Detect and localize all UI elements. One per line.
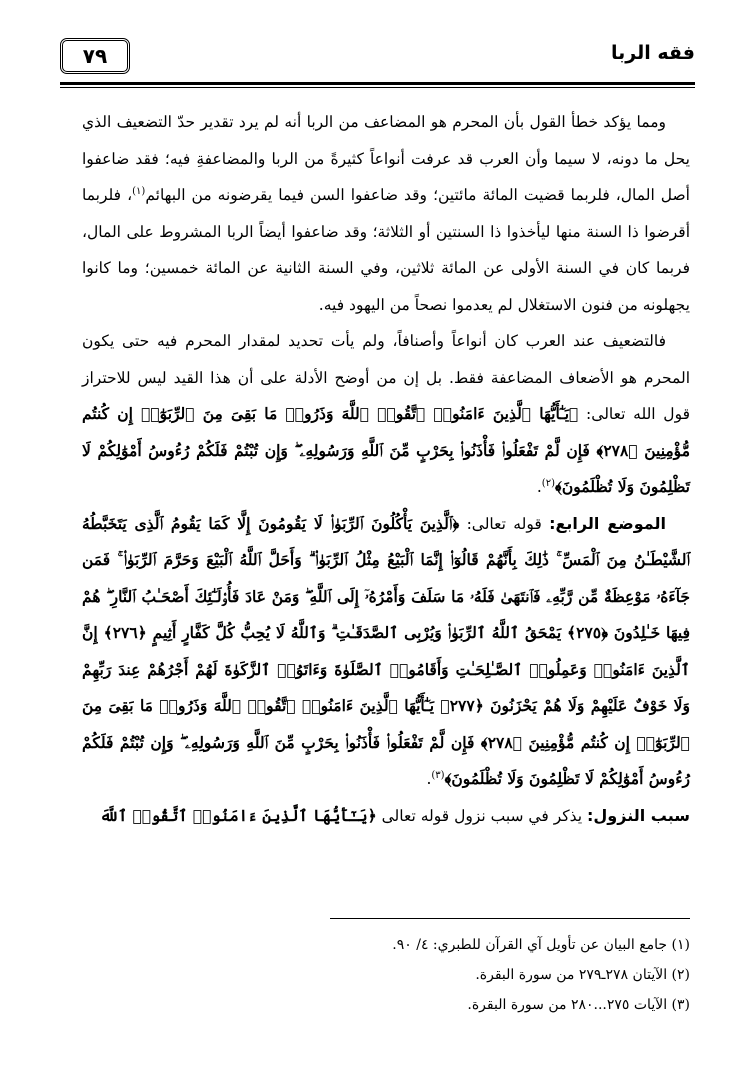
- page-header: [60, 38, 695, 74]
- running-title: فقه الربا: [611, 42, 695, 64]
- footnote-ref-3: (٣): [431, 769, 445, 781]
- quran-verse-1: ﴿يَـٰٓأَيُّهَا ٱلَّذِينَ ءَامَنُوا۟ ٱتَّقُوا۟ ٱللَّهَ وَذَرُوا۟ مَا بَقِىَ مِنَ ٱلرِّبَوٰٓا۟ إِن كُنتُم مُّؤْمِنِينَ ﴿٢٧٨﴾ فَإِن لَّمْ تَفْعَلُوا۟ فَأْذَنُوا۟ بِحَرْبٍ مِّنَ ٱللَّهِ وَرَسُولِهِۦ ۖ وَإِن تُبْتُمْ فَلَكُمْ رُءُوسُ أَمْوَٰلِكُمْ لَا تَظْلِمُونَ وَلَا تُظْلَمُونَ﴾: [82, 404, 690, 496]
- paragraph-2: فالتضعيف عند العرب كان أنواعاً وأصنافاً، ولم يأت تحديد لمقدار المحرم فيه حتى يكون المحرم هو الأضعاف المضاعفة فقط. بل إن من أوضح الأدلة على أن هذا القيد ليس للاحتراز قول الله تعالى: ﴿يَـٰٓأَيُّهَا ٱلَّذِينَ ءَامَنُوا۟ ٱتَّقُوا۟ ٱللَّهَ وَذَرُوا۟ مَا بَقِىَ مِنَ ٱلرِّبَوٰٓا۟ إِن كُنتُم مُّؤْمِنِينَ ﴿٢٧٨﴾ فَإِن لَّمْ تَفْعَلُوا۟ فَأْذَنُوا۟ بِحَرْبٍ مِّنَ ٱللَّهِ وَرَسُولِهِۦ ۖ وَإِن تُبْتُمْ فَلَكُمْ رُءُوسُ أَمْوَٰلِكُمْ لَا تَظْلِمُونَ وَلَا تُظْلَمُونَ﴾$^{(٢)}$.: [82, 332, 690, 496]
- header-rule: [60, 82, 695, 85]
- footnote-ref-1: (١): [132, 185, 146, 197]
- footnote-3: (٣) الآيات ٢٧٥...٢٨٠ من سورة البقرة.: [467, 997, 690, 1013]
- page-number-box: [60, 38, 130, 74]
- paragraph-1-rest: ، فلربما أقرضوا ذا السنة منها ليأخذوا ذا السنتين أو الثلاثة؛ وقد ضاعفوا أيضاً الربا المشروط على المال، فربما كان في السنة الأولى عن المائة ثلاثين، وفي السنة الثانية عن المائة خمسين؛ وما كانوا يجهلونه من فنون الاستغلال لم يعدموا نصحاً من اليهود فيه.: [82, 186, 690, 314]
- footnote-2: (٢) الآيتان ٢٧٨ـ٢٧٩ من سورة البقرة.: [475, 967, 690, 983]
- footnote-1: (١) جامع البيان عن تأويل آي القرآن للطبري: ٤/ ٩٠.: [392, 937, 690, 953]
- section-heading-4: الموضع الرابع:: [549, 513, 666, 533]
- quran-verse-3: ﴿يَـٰٓأَيُّهَا ٱلَّذِينَ ءَامَنُوا۟ ٱتَّقُوا۟ ٱللَّهَ: [99, 805, 377, 825]
- paragraph-2-text: فالتضعيف عند العرب كان أنواعاً وأصنافاً، ولم يأت تحديد لمقدار المحرم فيه حتى يكون المحرم هو الأضعاف المضاعفة فقط. بل إن من أوضح الأدلة على أن هذا القيد ليس للاحتراز قول الله تعالى:: [82, 332, 690, 423]
- main-text: [82, 104, 690, 834]
- paragraph-1: [82, 104, 690, 323]
- quran-verse-2: ﴿ٱلَّذِينَ يَأْكُلُونَ ٱلرِّبَوٰا۟ لَا يَقُومُونَ إِلَّا كَمَا يَقُومُ ٱلَّذِى يَتَخَبَّطُهُ ٱلشَّيْطَـٰنُ مِنَ ٱلْمَسِّ ۚ ذَٰلِكَ بِأَنَّهُمْ قَالُوٓا۟ إِنَّمَا ٱلْبَيْعُ مِثْلُ ٱلرِّبَوٰا۟ ۗ وَأَحَلَّ ٱللَّهُ ٱلْبَيْعَ وَحَرَّمَ ٱلرِّبَوٰا۟ ۚ فَمَن جَآءَهُۥ مَوْعِظَةٌ مِّن رَّبِّهِۦ فَٱنتَهَىٰ فَلَهُۥ مَا سَلَفَ وَأَمْرُهُۥٓ إِلَى ٱللَّهِ ۖ وَمَنْ عَادَ فَأُو۟لَـٰٓئِكَ أَصْحَـٰبُ ٱلنَّارِ ۖ هُمْ فِيهَا خَـٰلِدُونَ ﴿٢٧٥﴾ يَمْحَقُ ٱللَّهُ ٱلرِّبَوٰا۟ وَيُرْبِى ٱلصَّدَقَـٰتِ ۗ وَٱللَّهُ لَا يُحِبُّ كُلَّ كَفَّارٍ أَثِيمٍ ﴿٢٧٦﴾ إِنَّ ٱلَّذِينَ ءَامَنُوا۟ وَعَمِلُوا۟ ٱلصَّـٰلِحَـٰتِ وَأَقَامُوا۟ ٱلصَّلَوٰةَ وَءَاتَوُا۟ ٱلزَّكَوٰةَ لَهُمْ أَجْرُهُمْ عِندَ رَبِّهِمْ وَلَا خَوْفٌ عَلَيْهِمْ وَلَا هُمْ يَحْزَنُونَ ﴿٢٧٧﴾ يَـٰٓأَيُّهَا ٱلَّذِينَ ءَامَنُوا۟ ٱتَّقُوا۟ ٱللَّهَ وَذَرُوا۟ مَا بَقِىَ مِنَ ٱلرِّبَوٰٓا۟ إِن كُنتُم مُّؤْمِنِينَ ﴿٢٧٨﴾ فَإِن لَّمْ تَفْعَلُوا۟ فَأْذَنُوا۟ بِحَرْبٍ مِّنَ ٱللَّهِ وَرَسُولِهِۦ ۖ وَإِن تُبْتُمْ فَلَكُمْ رُءُوسُ أَمْوَٰلِكُمْ لَا تَظْلِمُونَ وَلَا تُظْلَمُونَ﴾: [82, 513, 691, 788]
- section-heading-revelation: سبب النزول:: [587, 805, 690, 825]
- paragraph-4-text: يذكر في سبب نزول قوله تعالى: [381, 806, 583, 825]
- paragraph-1-text: ومما يؤكد خطأ القول بأن المحرم هو المضاعف من الربا أنه لم يرد تقدير حدّ التضعيف الذي يحل ما دونه، لا سيما وأن العرب قد عرفت أنواعاً كثيرةً من الربا والمضاعفةِ فيه؛ فقد ضاعفوا أصل المال، فلربما قضيت المائة مائتين؛ وقد ضاعفوا السن فيما يقرضونه من البهائم: [82, 113, 690, 204]
- footnotes: [60, 930, 690, 1020]
- paragraph-4: [82, 798, 690, 835]
- page-number: ٧٩: [82, 44, 108, 68]
- footnote-rule: [330, 918, 690, 919]
- header-rule-thin: [60, 87, 695, 88]
- footnote-ref-2: (٢): [541, 477, 555, 489]
- paragraph-3-intro: قوله تعالى:: [466, 514, 542, 533]
- paragraph-3: الموضع الرابع: قوله تعالى: ﴿ٱلَّذِينَ يَأْكُلُونَ ٱلرِّبَوٰا۟ لَا يَقُومُونَ إِلَّا كَمَا يَقُومُ ٱلَّذِى يَتَخَبَّطُهُ ٱلشَّيْطَـٰنُ مِنَ ٱلْمَسِّ ۚ ذَٰلِكَ بِأَنَّهُمْ قَالُوٓا۟ إِنَّمَا ٱلْبَيْعُ مِثْلُ ٱلرِّبَوٰا۟ ۗ وَأَحَلَّ ٱللَّهُ ٱلْبَيْعَ وَحَرَّمَ ٱلرِّبَوٰا۟ ۚ فَمَن جَآءَهُۥ مَوْعِظَةٌ مِّن رَّبِّهِۦ فَٱنتَهَىٰ فَلَهُۥ مَا سَلَفَ وَأَمْرُهُۥٓ إِلَى ٱللَّهِ ۖ وَمَنْ عَادَ فَأُو۟لَـٰٓئِكَ أَصْحَـٰبُ ٱلنَّارِ ۖ هُمْ فِيهَا خَـٰلِدُونَ ﴿٢٧٥﴾ يَمْحَقُ ٱللَّهُ ٱلرِّبَوٰا۟ وَيُرْبِى ٱلصَّدَقَـٰتِ ۗ وَٱللَّهُ لَا يُحِبُّ كُلَّ كَفَّارٍ أَثِيمٍ ﴿٢٧٦﴾ إِنَّ ٱلَّذِينَ ءَامَنُوا۟ وَعَمِلُوا۟ ٱلصَّـٰلِحَـٰتِ وَأَقَامُوا۟ ٱلصَّلَوٰةَ وَءَاتَوُا۟ ٱلزَّكَوٰةَ لَهُمْ أَجْرُهُمْ عِندَ رَبِّهِمْ وَلَا خَوْفٌ عَلَيْهِمْ وَلَا هُمْ يَحْزَنُونَ ﴿٢٧٧﴾ يَـٰٓأَيُّهَا ٱلَّذِينَ ءَامَنُوا۟ ٱتَّقُوا۟ ٱللَّهَ وَذَرُوا۟ مَا بَقِىَ مِنَ ٱلرِّبَوٰٓا۟ إِن كُنتُم مُّؤْمِنِينَ ﴿٢٧٨﴾ فَإِن لَّمْ تَفْعَلُوا۟ فَأْذَنُوا۟ بِحَرْبٍ مِّنَ ٱللَّهِ وَرَسُولِهِۦ ۖ وَإِن تُبْتُمْ فَلَكُمْ رُءُوسُ أَمْوَٰلِكُمْ لَا تَظْلِمُونَ وَلَا تُظْلَمُونَ﴾$^{(٣)}$.: [82, 513, 691, 788]
